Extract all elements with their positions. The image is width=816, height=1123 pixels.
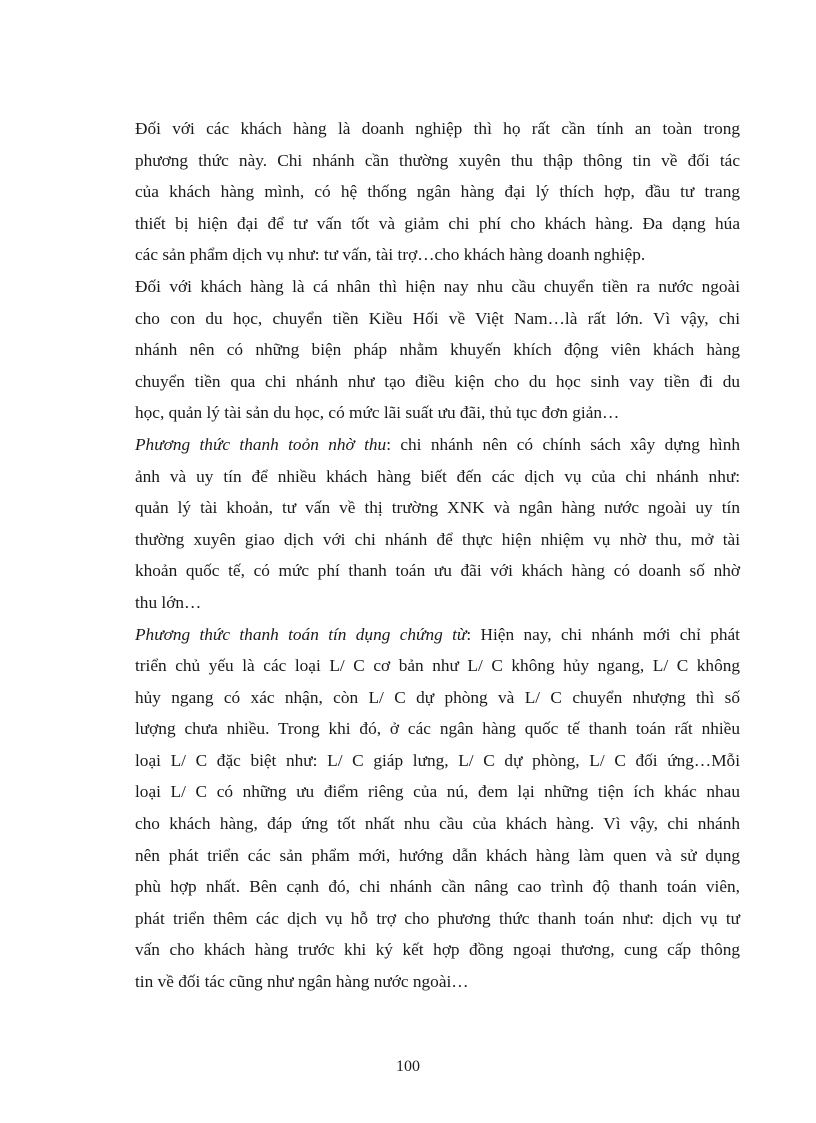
text-line [135, 113, 740, 145]
line-text: quản lý tài khoản, tư vấn về thị trường XNK và ngân hàng nước ngoài uy tín [135, 498, 740, 518]
line-text: : Hiện nay, chi nhánh mới chỉ phát [466, 624, 740, 644]
line-text: loại L/ C đặc biệt như: L/ C giáp lưng, L/ C dự phòng, L/ C đối ứng…Mỗi [135, 750, 740, 770]
line-text: cho khách hàng, đáp ứng tốt nhất nhu cầu của khách hàng. Vì vậy, chi nhánh [135, 814, 740, 834]
line-text: nên phát triển các sản phẩm mới, hướng dẫn khách hàng làm quen và sử dụng [135, 845, 740, 865]
italic-heading: Phương thức thanh toỏn nhờ thu [135, 434, 387, 454]
text-line [135, 555, 740, 587]
text-line [135, 366, 740, 398]
line-text: chuyển tiền qua chi nhánh như tạo điều kiện cho du học sinh vay tiền đi du [135, 371, 740, 391]
text-line [135, 208, 740, 240]
line-text: ảnh và uy tín để nhiều khách hàng biết đến các dịch vụ của chi nhánh như: [135, 466, 740, 486]
text-line [135, 145, 740, 177]
text-line [135, 713, 740, 745]
text-line [135, 176, 740, 208]
text-line [135, 429, 740, 461]
line-text: lượng chưa nhiều. Trong khi đó, ở các ngân hàng quốc tế thanh toán rất nhiều [135, 719, 740, 739]
line-text: nhánh nên có những biện pháp nhằm khuyến khích động viên khách hàng [135, 340, 740, 360]
line-text: phương thức này. Chi nhánh cần thường xuyên thu thập thông tin về đối tác [135, 150, 740, 170]
text-line [135, 966, 740, 998]
text-line [135, 776, 740, 808]
line-text: triển chủ yếu là các loại L/ C cơ bản như L/ C không hủy ngang, L/ C không [135, 656, 740, 676]
paragraph [135, 619, 740, 998]
line-text: Đối với các khách hàng là doanh nghiệp thì họ rất cần tính an toàn trong [135, 119, 740, 138]
text-line [135, 524, 740, 556]
text-line [135, 397, 740, 429]
text-line [135, 303, 740, 335]
text-line [135, 808, 740, 840]
line-text: loại L/ C có những ưu điểm riêng của nú, đem lại những tiện ích khác nhau [135, 782, 740, 802]
line-text: thường xuyên giao dịch với chi nhánh để thực hiện nhiệm vụ nhờ thu, mở tài [135, 529, 740, 549]
line-text: thu lớn… [135, 592, 202, 612]
text-line [135, 682, 740, 714]
text-line [135, 745, 740, 777]
text-line [135, 903, 740, 935]
italic-heading: Phương thức thanh toán tín dụng chứng từ [135, 624, 467, 644]
paragraph [135, 271, 740, 429]
line-text: : chi nhánh nên có chính sách xây dựng hình [386, 434, 740, 454]
text-line [135, 619, 740, 651]
line-text: các sản phẩm dịch vụ như: tư vấn, tài trợ…cho khách hàng doanh nghiệp. [135, 245, 646, 265]
line-text: phát triển thêm các dịch vụ hỗ trợ cho phương thức thanh toán như: dịch vụ tư [135, 908, 740, 928]
text-line [135, 271, 740, 303]
line-text: tin về đối tác cũng như ngân hàng nước ngoài… [135, 972, 469, 992]
line-text: cho con du học, chuyển tiền Kiều Hối về Việt Nam…là rất lớn. Vì vậy, chi [135, 308, 740, 328]
body-text [135, 113, 740, 998]
paragraph [135, 429, 740, 619]
line-text: học, quản lý tài sản du học, có mức lãi suất ưu đãi, thủ tục đơn giản… [135, 403, 620, 423]
line-text: khoản quốc tế, có mức phí thanh toán ưu đãi với khách hàng có doanh số nhờ [135, 561, 740, 581]
text-line [135, 334, 740, 366]
text-line [135, 587, 740, 619]
line-text: phù hợp nhất. Bên cạnh đó, chi nhánh cần nâng cao trình độ thanh toán viên, [135, 877, 740, 897]
paragraph [135, 113, 740, 271]
text-line [135, 934, 740, 966]
line-text: vấn cho khách hàng trước khi ký kết hợp đồng ngoại thương, cung cấp thông [135, 940, 740, 960]
text-line [135, 840, 740, 872]
text-line [135, 871, 740, 903]
line-text: hủy ngang có xác nhận, còn L/ C dự phòng và L/ C chuyển nhượng thì số [135, 687, 740, 707]
page-number: 100 [396, 1058, 420, 1075]
line-text: của khách hàng mình, có hệ thống ngân hàng đại lý thích hợp, đầu tư trang [135, 182, 740, 202]
text-line [135, 239, 740, 271]
line-text: Đối với khách hàng là cá nhân thì hiện nay nhu cầu chuyển tiền ra nước ngoài [135, 276, 740, 296]
text-line [135, 650, 740, 682]
line-text: thiết bị hiện đại để tư vấn tốt và giảm chi phí cho khách hàng. Đa dạng húa [135, 213, 740, 233]
text-line [135, 492, 740, 524]
text-line [135, 461, 740, 493]
